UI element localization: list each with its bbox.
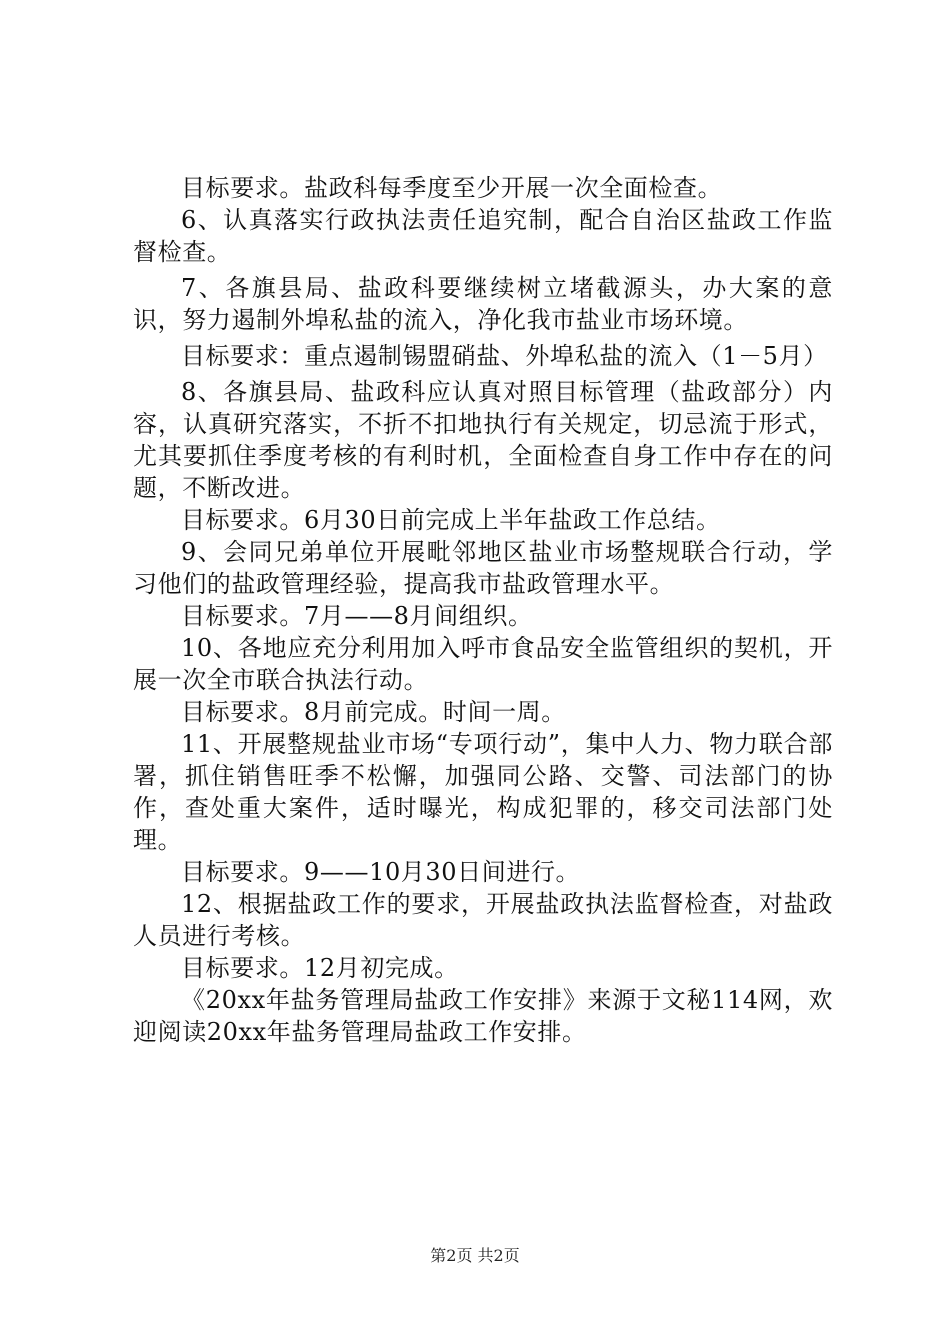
paragraph-target-item-9: 目标要求。7月——8月间组织。 — [181, 602, 533, 630]
paragraph-target-item-12: 目标要求。12月初完成。 — [181, 954, 459, 982]
page-footer: 第2页 共2页 — [430, 1246, 520, 1265]
paragraph-item-8: 8、各旗县局、盐政科应认真对照目标管理（盐政部分）内容，认真研究落实，不折不扣地执行有关规定，切忌流于形式，尤其要抓住季度考核的有利时机，全面检查自身工作中存在的问题，不断改进。 — [133, 378, 833, 502]
paragraph-source-note: 《20xx年盐务管理局盐政工作安排》来源于文秘114网，欢迎阅读20xx年盐务管理局盐政工作安排。 — [133, 986, 833, 1046]
paragraph-item-6: 6、认真落实行政执法责任追究制，配合自治区盐政工作监督检查。 — [133, 206, 833, 266]
paragraph-item-11: 11、开展整规盐业市场“专项行动”，集中人力、物力联合部署，抓住销售旺季不松懈，加强同公路、交警、司法部门的协作，查处重大案件，适时曝光，构成犯罪的，移交司法部门处理。 — [133, 730, 833, 854]
paragraph-target-item-8: 目标要求。6月30日前完成上半年盐政工作总结。 — [181, 506, 721, 534]
paragraph-item-10: 10、各地应充分利用加入呼市食品安全监管组织的契机，开展一次全市联合执法行动。 — [133, 634, 833, 694]
paragraph-target-quarterly-check: 目标要求。盐政科每季度至少开展一次全面检查。 — [181, 174, 723, 202]
document-body — [133, 172, 833, 1048]
paragraph-target-item-11: 目标要求。9——10月30日间进行。 — [181, 858, 581, 886]
paragraph-item-12: 12、根据盐政工作的要求，开展盐政执法监督检查，对盐政人员进行考核。 — [133, 890, 833, 950]
paragraph-item-7: 7、各旗县局、盐政科要继续树立堵截源头，办大案的意识，努力遏制外埠私盐的流入，净化我市盐业市场环境。 — [133, 274, 833, 334]
paragraph-target-item-10: 目标要求。8月前完成。时间一周。 — [181, 698, 566, 726]
paragraph-target-item-7: 目标要求：重点遏制锡盟硝盐、外埠私盐的流入（1－5月） — [181, 342, 828, 370]
paragraph-item-9: 9、会同兄弟单位开展毗邻地区盐业市场整规联合行动，学习他们的盐政管理经验，提高我市盐政管理水平。 — [133, 538, 833, 598]
